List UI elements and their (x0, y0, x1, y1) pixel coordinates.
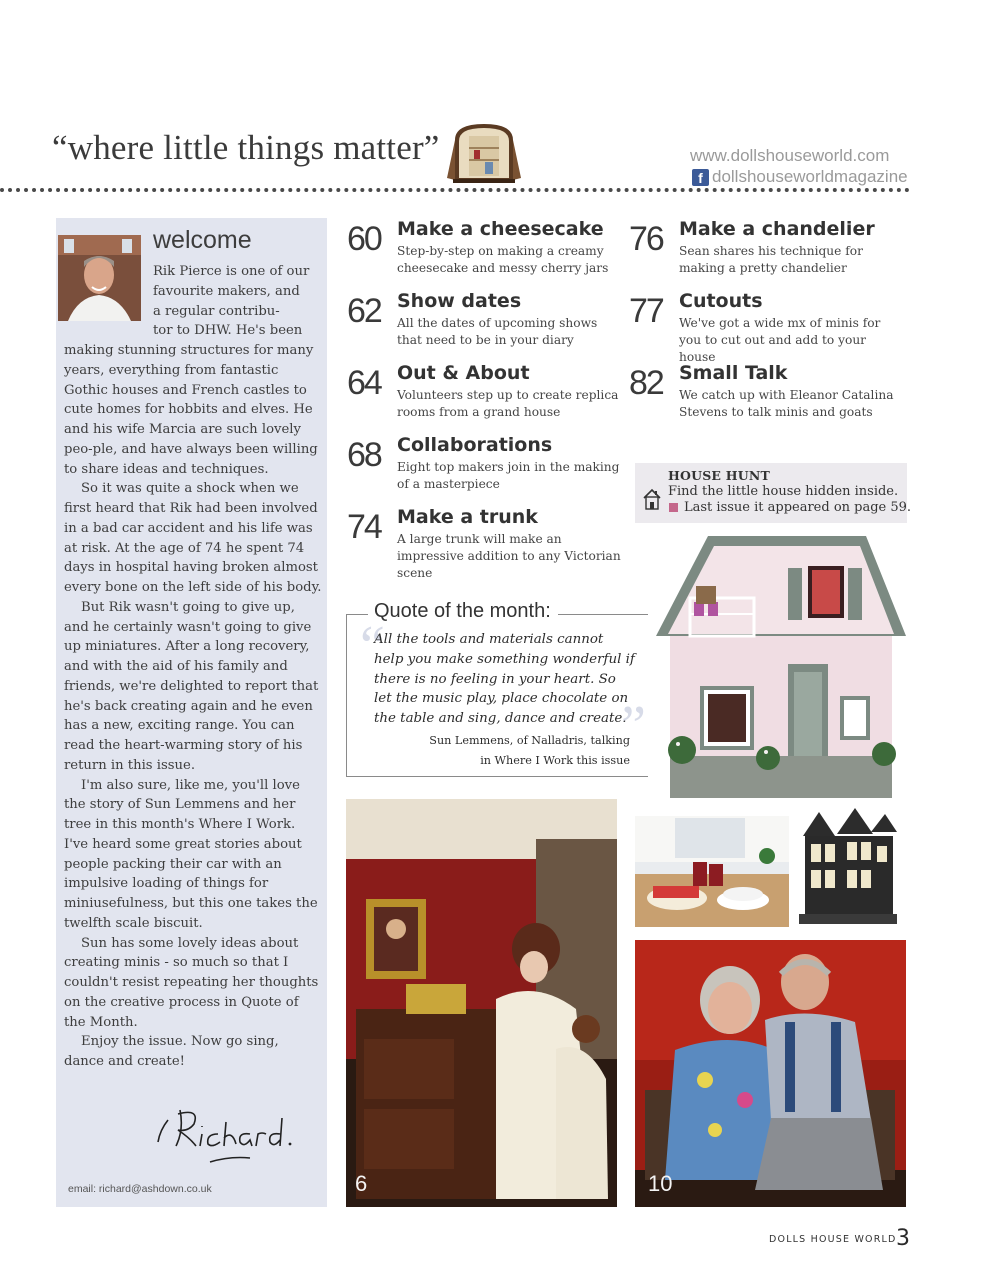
welcome-intro (153, 262, 323, 341)
contents-description: A large trunk will make an impressive addition to any Victorian scene (397, 532, 621, 580)
facebook-link[interactable] (692, 167, 908, 187)
contents-page-number: 76 (629, 220, 663, 258)
website-link[interactable]: www.dollshouseworld.com (690, 146, 890, 165)
elderly-couple-photo[interactable] (635, 940, 906, 1207)
welcome-paragraph: But Rik wasn't going to give up, and he certainly wasn't going to give up miniatures. After a long recovery, and with the aid of his family and friends, we're delighted to report that he's back creating again and he even has a new, exciting range. You can read the heart-warming story of his return in this issue. (64, 599, 319, 773)
photo-page-number: 10 (648, 1171, 673, 1196)
dolls-house-photo[interactable] (648, 528, 910, 808)
contents-title: Collaborations (397, 434, 553, 456)
contents-title: Show dates (397, 290, 522, 312)
contents-description: Sean shares his technique for making a pretty chandelier (679, 244, 863, 275)
contents-description: Step-by-step on making a creamy cheesecake and messy cherry jars (397, 244, 609, 275)
cheesecake-photo[interactable] (635, 816, 789, 927)
contents-page-number: 64 (347, 364, 381, 402)
contents-title: Out & About (397, 362, 530, 384)
townhouse-photo[interactable] (793, 806, 901, 928)
contents-item[interactable] (347, 362, 619, 424)
contents-page-number: 68 (347, 436, 381, 474)
house-hunt-last-page: Last issue it appeared on page 59. (684, 500, 912, 515)
welcome-body (64, 341, 322, 1072)
welcome-paragraph: Sun has some lovely ideas about creating minis - so much so that I couldn't resist repeating her thoughts on the creative process in Quote of the Month. (64, 935, 319, 1030)
contents-page-number: 62 (347, 292, 381, 330)
contents-title: Make a chandelier (679, 218, 875, 240)
facebook-icon: f (692, 169, 709, 186)
intro-line: favourite makers, and (153, 283, 300, 299)
quote-text: All the tools and materials cannot help you make something wonderful if there is no feeling in your heart. So let the music play, place chocolate on the table and sing, dance and create. (374, 632, 635, 727)
victorian-room-photo[interactable] (346, 799, 617, 1207)
header-divider (0, 188, 910, 192)
contents-page-number: 77 (629, 292, 663, 330)
contents-item[interactable] (629, 362, 894, 424)
contents-page-number: 74 (347, 508, 381, 546)
house-icon (642, 487, 662, 511)
contents-description: We've got a wide mx of minis for you to cut out and add to your house (679, 316, 881, 364)
victorian-room-image (346, 799, 617, 1207)
contents-item[interactable] (347, 292, 607, 352)
facebook-handle: dollshouseworldmagazine (712, 167, 908, 186)
miniature-cabinet-image (447, 122, 521, 184)
contents-description: We catch up with Eleanor Catalina Stevens to talk minis and goats (679, 388, 894, 419)
house-hunt-bullet (669, 503, 678, 512)
house-hunt-title: HOUSE HUNT (668, 468, 770, 483)
contents-description: Eight top makers join in the making of a masterpiece (397, 460, 620, 491)
contents-title: Make a trunk (397, 506, 538, 528)
quote-attribution (390, 731, 630, 771)
page-number: 3 (896, 1226, 910, 1251)
contents-page-number: 60 (347, 220, 381, 258)
photo-page-number: 6 (355, 1171, 368, 1196)
welcome-heading: welcome (153, 226, 252, 254)
magazine-name: DOLLS HOUSE WORLD (769, 1234, 897, 1245)
editor-email[interactable]: email: richard@ashdown.co.uk (68, 1183, 212, 1195)
editor-photo (58, 235, 141, 321)
magazine-tagline: “where little things matter” (52, 128, 440, 167)
intro-line: Rik Pierce is one of our (153, 264, 310, 279)
contents-page-number: 82 (629, 364, 663, 402)
welcome-paragraph: Enjoy the issue. Now go sing, dance and create! (64, 1034, 279, 1069)
welcome-paragraph: making stunning structures for many years, everything from fantastic Gothic houses and French castles to cute homes for hobbits and elves. He and his wife Marcia are such lovely peo-ple, and have always been willing to share ideas and techniques. (64, 343, 318, 477)
intro-line: a regular contribu- (153, 303, 280, 319)
close-quote-icon: ” (621, 695, 646, 757)
contents-title: Make a cheesecake (397, 218, 604, 240)
intro-line: tor to DHW. He's been (153, 323, 303, 339)
quote-attribution-line: in Where I Work this issue (480, 754, 630, 767)
quote-attribution-line: Sun Lemmens, of Nalladris, talking (429, 734, 630, 747)
contents-description: All the dates of upcoming shows that need to be in your diary (397, 316, 598, 347)
contents-title: Cutouts (679, 290, 763, 312)
open-quote-icon: “ (360, 615, 385, 677)
contents-item[interactable] (347, 434, 620, 496)
house-hunt-instruction: Find the little house hidden inside. (668, 484, 899, 499)
elderly-couple-image (635, 940, 906, 1207)
welcome-paragraph: So it was quite a shock when we first heard that Rik had been involved in a bad car accident and his life was at risk. At the age of 74 he spent 74 days in hospital having broken almost every bone on the left side of his body. (64, 481, 322, 595)
editor-signature (150, 1100, 300, 1175)
contents-title: Small Talk (679, 362, 788, 384)
quote-heading: Quote of the month: (374, 600, 551, 622)
welcome-paragraph: I'm also sure, like me, you'll love the story of Sun Lemmens and her tree in this month's Where I Work. I've heard some great stories about people packing their car with an impulsive loading of things for miniusefulness, but this one takes the twelfth scale biscuit. (64, 777, 318, 931)
contents-item[interactable] (347, 506, 621, 580)
contents-item[interactable] (629, 220, 889, 280)
contents-item[interactable] (347, 220, 607, 280)
contents-description: Volunteers step up to create replica rooms from a grand house (397, 388, 619, 419)
contents-item[interactable] (629, 290, 889, 364)
